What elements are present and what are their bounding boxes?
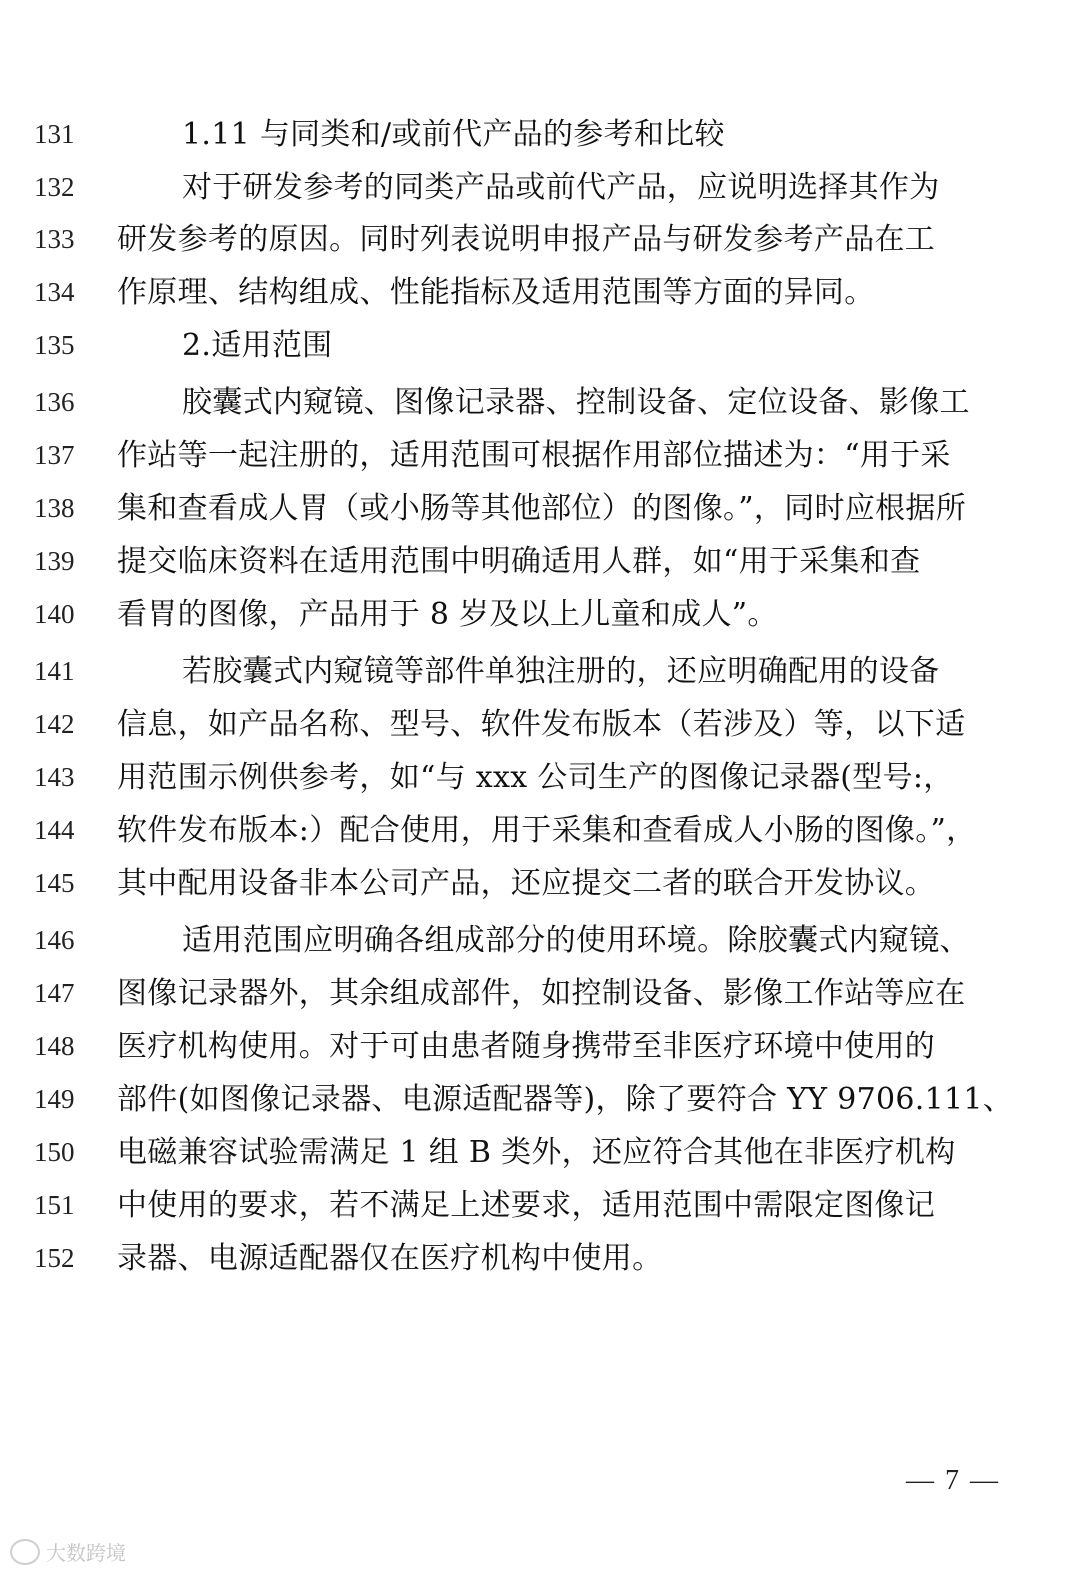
line-number: 131 <box>34 119 75 149</box>
line-text: 研发参考的原因。同时列表说明申报产品与研发参考产品在工 <box>117 222 936 257</box>
page-number: — 7 — <box>906 1465 1000 1496</box>
line-number: 152 <box>34 1243 75 1273</box>
line-number: 136 <box>34 387 75 417</box>
line-number: 143 <box>34 762 75 792</box>
line-text: 看胃的图像，产品用于 8 岁及以上儿童和成人”。 <box>117 597 778 632</box>
line-text: 作原理、结构组成、性能指标及适用范围等方面的异同。 <box>117 275 875 310</box>
document-line <box>0 166 1080 214</box>
document-line <box>0 809 1080 857</box>
line-number: 135 <box>34 330 75 360</box>
line-text: 部件(如图像记录器、电源适配器等)，除了要符合 YY 9706.111、 <box>117 1082 1014 1117</box>
line-number: 142 <box>34 709 75 739</box>
line-text: 集和查看成人胃（或小肠等其他部位）的图像。”，同时应根据所 <box>117 491 967 526</box>
document-line <box>0 862 1080 910</box>
line-text: 2.适用范围 <box>182 328 333 363</box>
document-line <box>0 1025 1080 1073</box>
line-text: 录器、电源适配器仅在医疗机构中使用。 <box>117 1241 663 1276</box>
document-line <box>0 1184 1080 1232</box>
line-text: 中使用的要求，若不满足上述要求，适用范围中需限定图像记 <box>117 1188 936 1223</box>
document-line <box>0 1131 1080 1179</box>
line-text: 1.11 与同类和/或前代产品的参考和比较 <box>182 117 725 152</box>
line-number: 151 <box>34 1190 75 1220</box>
line-number: 133 <box>34 224 75 254</box>
line-text: 作站等一起注册的，适用范围可根据作用部位描述为：“用于采 <box>117 438 951 473</box>
line-number: 149 <box>34 1084 75 1114</box>
document-line <box>0 218 1080 266</box>
document-line <box>0 1237 1080 1285</box>
line-text: 电磁兼容试验需满足 1 组 B 类外，还应符合其他在非医疗机构 <box>117 1135 956 1170</box>
line-number: 132 <box>34 172 75 202</box>
document-line <box>0 1078 1080 1126</box>
document-line <box>0 919 1080 967</box>
watermark-logo-icon <box>10 1539 40 1565</box>
line-number: 140 <box>34 599 75 629</box>
document-line <box>0 540 1080 588</box>
line-number: 141 <box>34 656 75 686</box>
line-text: 对于研发参考的同类产品或前代产品，应说明选择其作为 <box>182 170 940 205</box>
document-line <box>0 593 1080 641</box>
line-number: 147 <box>34 978 75 1008</box>
document-line <box>0 650 1080 698</box>
line-text: 提交临床资料在适用范围中明确适用人群，如“用于采集和查 <box>117 544 921 579</box>
document-line <box>0 381 1080 429</box>
document-line <box>0 487 1080 535</box>
line-text: 医疗机构使用。对于可由患者随身携带至非医疗环境中使用的 <box>117 1029 936 1064</box>
watermark <box>10 1537 126 1566</box>
line-text: 用范围示例供参考，如“与 xxx 公司生产的图像记录器(型号:， <box>117 760 954 795</box>
line-text: 信息，如产品名称、型号、软件发布版本（若涉及）等，以下适 <box>117 707 966 742</box>
line-text: 图像记录器外，其余组成部件，如控制设备、影像工作站等应在 <box>117 976 966 1011</box>
document-line <box>0 324 1080 372</box>
line-number: 138 <box>34 493 75 523</box>
line-text: 其中配用设备非本公司产品，还应提交二者的联合开发协议。 <box>117 866 936 901</box>
line-number: 148 <box>34 1031 75 1061</box>
document-line <box>0 756 1080 804</box>
document-line <box>0 434 1080 482</box>
line-number: 145 <box>34 868 75 898</box>
watermark-text: 大数跨境 <box>46 1541 126 1565</box>
document-line <box>0 972 1080 1020</box>
line-text: 软件发布版本:）配合使用，用于采集和查看成人小肠的图像。”， <box>117 813 977 848</box>
document-line <box>0 703 1080 751</box>
line-text: 若胶囊式内窥镜等部件单独注册的，还应明确配用的设备 <box>182 654 940 689</box>
line-number: 150 <box>34 1137 75 1167</box>
line-number: 137 <box>34 440 75 470</box>
line-text: 胶囊式内窥镜、图像记录器、控制设备、定位设备、影像工 <box>182 385 970 420</box>
line-number: 146 <box>34 925 75 955</box>
line-number: 134 <box>34 277 75 307</box>
document-line <box>0 113 1080 161</box>
line-text: 适用范围应明确各组成部分的使用环境。除胶囊式内窥镜、 <box>182 923 970 958</box>
line-number: 144 <box>34 815 75 845</box>
document-line <box>0 271 1080 319</box>
line-number: 139 <box>34 546 75 576</box>
